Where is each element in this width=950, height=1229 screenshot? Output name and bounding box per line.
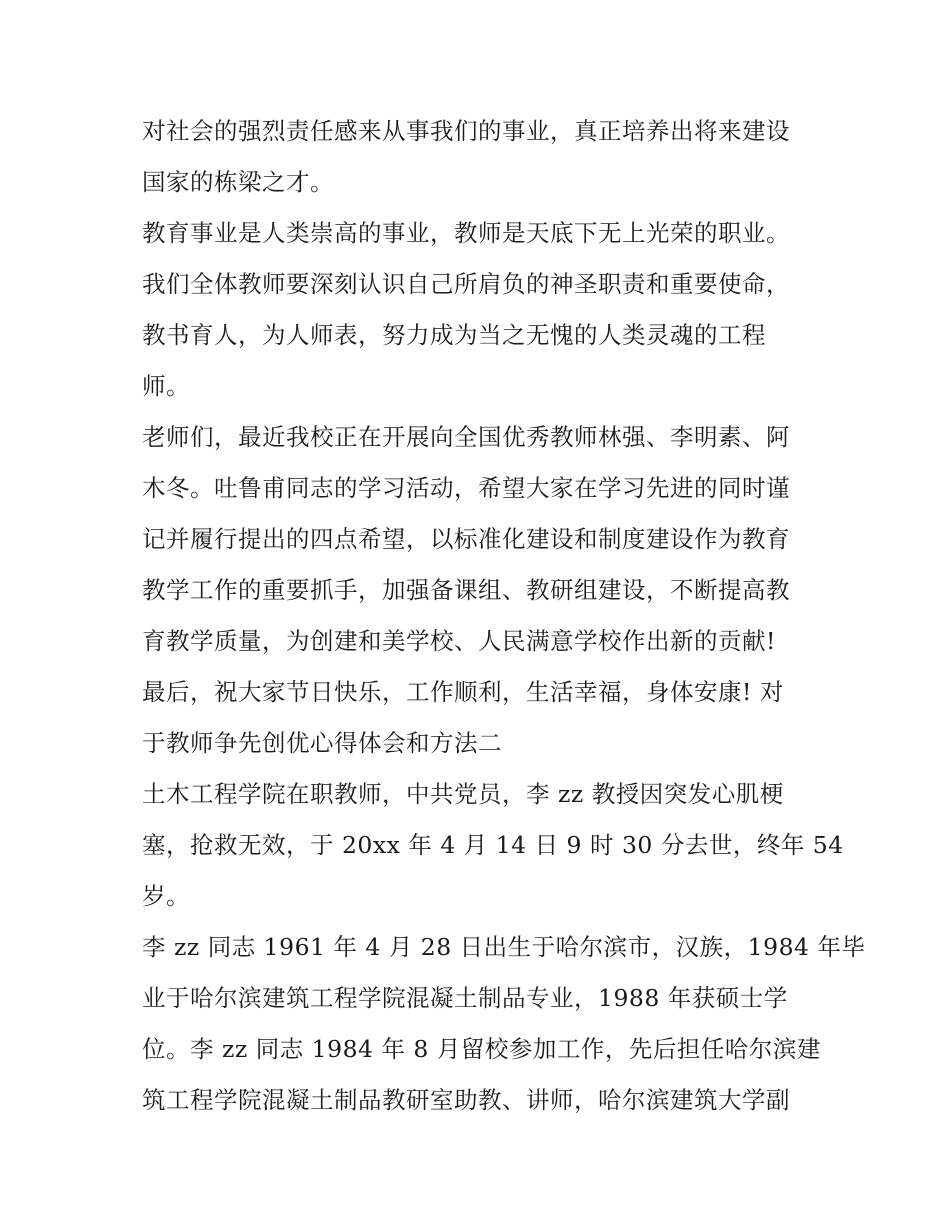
text-line: 业于哈尔滨建筑工程学院混凝土制品专业，1988 年获硕士学: [142, 984, 788, 1012]
text-line: 木冬。吐鲁甫同志的学习活动，希望大家在学习先进的同时谨: [142, 474, 790, 502]
text-line: 记并履行提出的四点希望，以标准化建设和制度建设作为教育: [142, 525, 790, 553]
text-line: 教育事业是人类崇高的事业，教师是天底下无上光荣的职业。: [142, 219, 790, 247]
text-line: 李 zz 同志 1961 年 4 月 28 日出生于哈尔滨市，汉族，1984 年毕: [142, 933, 866, 961]
text-line: 岁。: [142, 882, 190, 910]
body-text: [142, 106, 866, 1126]
text-line: 教书育人，为人师表，努力成为当之无愧的人类灵魂的工程: [142, 321, 766, 349]
text-line: 教学工作的重要抓手，加强备课组、教研组建设，不断提高教: [142, 576, 790, 604]
text-line: 老师们，最近我校正在开展向全国优秀教师林强、李明素、阿: [142, 423, 790, 451]
text-line: 于教师争先创优心得体会和方法二: [142, 729, 502, 757]
text-line: 育教学质量，为创建和美学校、人民满意学校作出新的贡献!: [142, 627, 776, 655]
text-line: 土木工程学院在职教师，中共党员，李 zz 教授因突发心肌梗: [142, 780, 784, 808]
text-line: 师。: [142, 372, 190, 400]
text-line: 最后，祝大家节日快乐，工作顺利，生活幸福，身体安康! 对: [142, 678, 784, 706]
text-line: 位。李 zz 同志 1984 年 8 月留校参加工作，先后担任哈尔滨建: [142, 1035, 821, 1063]
text-line: 我们全体教师要深刻认识自己所肩负的神圣职责和重要使命，: [142, 270, 790, 298]
text-line: 塞，抢救无效，于 20xx 年 4 月 14 日 9 时 30 分去世，终年 54: [142, 831, 844, 859]
text-line: 筑工程学院混凝土制品教研室助教、讲师，哈尔滨建筑大学副: [142, 1086, 790, 1114]
text-line: 对社会的强烈责任感来从事我们的事业，真正培养出将来建设: [142, 117, 790, 145]
text-line: 国家的栋梁之才。: [142, 168, 334, 196]
